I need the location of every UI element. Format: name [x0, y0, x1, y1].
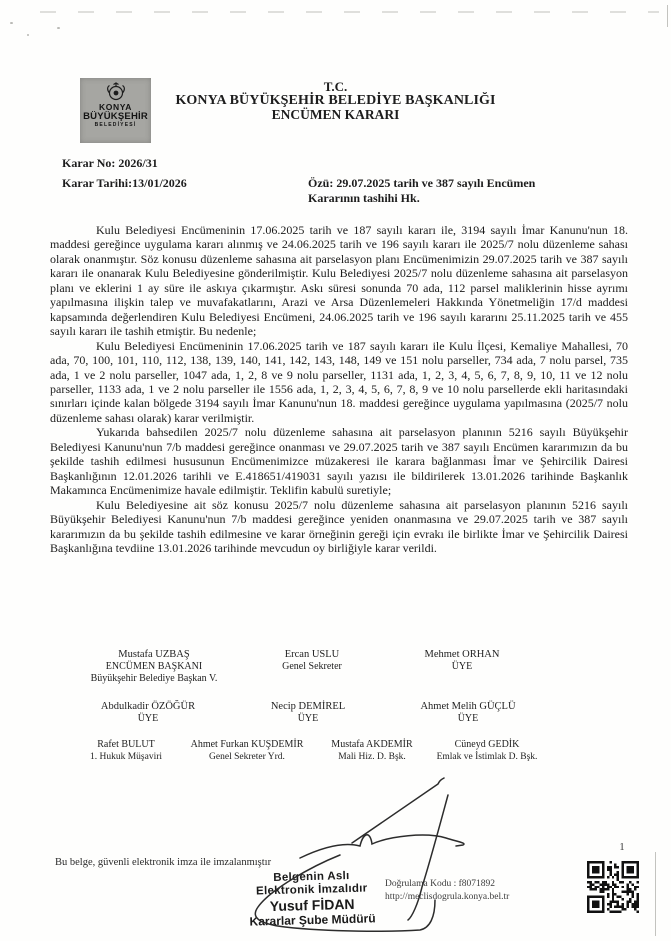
subject-line1: Özü: 29.07.2025 tarih ve 387 sayılı Encümen [308, 176, 536, 190]
signature-block [90, 739, 162, 763]
signature-block [91, 649, 218, 685]
organization-title: KONYA BÜYÜKŞEHİR BELEDİYE BAŞKANLIĞI [175, 93, 496, 108]
decision-number: Karar No: 2026/31 [62, 156, 158, 170]
decision-paragraph: Kulu Belediyesi Encümeninin 17.06.2025 tarih ve 187 sayılı kararı ile, 3194 sayılı İmar Kanunu'nun 18. maddesi gereğince uygulama kararı alınmış ve 24.06.2025 tarih ve 196 sayılı kararı ile 2025/7 nolu düzenleme sahası olarak onanmıştır. Söz konusu düzenleme sahasına ait parselasyon planı Encümenimizin 29.07.2025 tarih ve 387 sayılı kararı ile onanarak Kulu Belediyesine gönderilmiştir. Kulu Belediyesi 2025/7 nolu düzenleme sahasına ait parselasyon planı ve eklerini 1 ay süre ile askıya çıkarmıştır. Askı süresi sonunda 70 ada, 112 parsel maliklerinin hisse ayrımı yapılmasına ilişkin talep ve muvafakatlarını, Arazi ve Arsa Düzenlemeleri Hakkında Yönetmeliğin 17/d maddesi kapsamında değerlendiren Kulu Belediyesi Encümeni, 24.06.2025 tarih ve 196 sayılı kararını 25.11.2025 tarih ve 455 sayılı kararı ile tashih etmiştir. Bu nedenle; [50, 223, 628, 339]
page-number: 1 [619, 842, 625, 853]
signatory-name: Ercan USLU [284, 649, 340, 660]
signature-block [282, 649, 342, 673]
decision-date: Karar Tarihi:13/01/2026 [62, 176, 187, 190]
signatory-title: ÜYE [451, 661, 473, 672]
signatory-name: Ahmet Furkan KUŞDEMİR [190, 739, 304, 750]
scan-artifact-edge [655, 852, 656, 936]
esignature-note: Bu belge, güvenli elektronik imza ile imzalanmıştır [55, 857, 272, 868]
decision-paragraph: Kulu Belediyesi Encümeninin 17.06.2025 tarih ve 187 sayılı kararı ile Kulu İlçesi, Kemaliye Mahallesi, 70 ada, 70, 100, 101, 110, 112, 138, 139, 140, 141, 142, 143, 148, 149 ve 151 nolu parseller, 734 ada, 7 nolu parsel, 735 ada, 1 ve 2 nolu parseller, 1047 ada, 1, 2, 8 ve 9 nolu parseller, 1131 ada, 1, 2, 3, 4, 5, 6, 7, 8, 9, 10, 11 ve 12 nolu parseller, 1133 ada, 1 ve 2 nolu parseller ile 1556 ada, 1, 2, 3, 4, 5, 6, 7, 8, 9 ve 10 nolu parsellerde ekli haritasındaki sınırları içinde kalan bölgede 3194 sayılı İmar Kanunu'nun 18. maddesi gereğince uygulama yapılmasına (2025/7 nolu düzenleme sahası olarak) karar verilmiştir. [50, 338, 628, 425]
certification-stamp [248, 869, 375, 928]
signatory-name: Necip DEMİREL [270, 701, 346, 712]
stamp-line2: Elektronik İmzalıdır [255, 882, 368, 898]
signatory-name: Mehmet ORHAN [424, 649, 500, 660]
signatory-title: ÜYE [457, 713, 479, 724]
document-header [0, 80, 671, 122]
verification-code: Doğrulama Kodu : f8071892 [385, 879, 496, 889]
scan-artifact-top [40, 11, 659, 13]
signatory-name: Abdulkadir ÖZÖĞÜR [100, 701, 196, 712]
verification-url: http://meclisdogrula.konya.bel.tr [385, 892, 510, 902]
republic-label: T.C. [323, 79, 348, 94]
signature-block [101, 701, 195, 725]
signatory-title: 1. Hukuk Müşaviri [89, 752, 163, 762]
signature-block [331, 739, 412, 763]
decision-body [50, 223, 628, 555]
scan-artifact-edge [667, 5, 668, 27]
verification-info [385, 878, 509, 904]
scan-speck [57, 27, 60, 29]
signatory-title: Mali Hiz. D. Bşk. [338, 752, 406, 762]
signatory-name: Ahmet Melih GÜÇLÜ [420, 701, 516, 712]
signature-block [271, 701, 345, 725]
subject-line2: Kararının tashihi Hk. [308, 190, 420, 205]
stamp-line1: Belgenin Aslı [273, 870, 350, 885]
signature-block [191, 739, 304, 763]
qr-code [587, 861, 639, 913]
logo-text-line3: BELEDİYESİ [94, 122, 137, 128]
signatory-title: Büyükşehir Belediye Başkan V. [90, 673, 218, 684]
stamp-signatory-name: Yusuf FİDAN [269, 895, 355, 915]
signature-block [420, 701, 515, 725]
signatory-name: Rafet BULUT [97, 739, 155, 750]
signature-block [437, 739, 538, 763]
decision-paragraph: Kulu Belediyesine ait söz konusu 2025/7 nolu düzenleme sahasına ait parselasyon planının 5216 sayılı Büyükşehir Belediyesi Kanunu'nun 7/b maddesi gereğince yeniden onanmasına ve 29.07.2025 tarih ve 387 sayılı kararımızın da bu şekilde tashih edilmesine ve karar örneğinin gereği için evrakı ile birlikte İmar ve Şehircilik Dairesi Başkanlığına tevdiine 13.01.2026 tarihinde mevcudun oy birliğiyle karar verildi. [50, 497, 628, 555]
decision-paragraph: Yukarıda bahsedilen 2025/7 nolu düzenleme sahasına ait parselasyon planının 5216 sayılı Büyükşehir Belediyesi Kanunu'nun 7/b maddesi gereğince onanması ve 29.07.2025 tarih ve 387 sayılı Encümen kararımızın da bu şekilde tashih edilmesi hususunun Encümenimizce müzakeresi ile karara bağlanması İmar ve Şehircilik Dairesi Başkanlığının 12.01.2026 tarihli ve E.418651/419031 sayılı yazısı ile bildirilerek 13.01.2026 tarihinde Başkanlık Makamınca Encümenimize havale edilmiştir. Teklifin kabulü suretiyle; [50, 425, 628, 498]
signatory-title: Emlak ve İstimlak D. Bşk. [436, 752, 538, 762]
signatory-name: Mustafa AKDEMİR [331, 739, 413, 750]
signatory-title: Genel Sekreter Yrd. [209, 752, 285, 762]
signature-block [425, 649, 500, 673]
signatory-title: ENCÜMEN BAŞKANI [105, 661, 203, 672]
scan-speck [10, 22, 13, 24]
stamp-signatory-title: Kararlar Şube Müdürü [249, 911, 376, 929]
logo-text-line1: KONYA [99, 102, 132, 112]
signatory-title: ÜYE [137, 713, 159, 724]
document-type-title: ENCÜMEN KARARI [271, 107, 400, 122]
decision-subject [308, 176, 558, 205]
scan-speck [27, 34, 29, 36]
logo-text-line2: BÜYÜKŞEHİR [83, 111, 148, 122]
signatory-title: ÜYE [297, 713, 319, 724]
signatory-name: Mustafa UZBAŞ [118, 649, 190, 660]
signatory-name: Cüneyd GEDİK [454, 739, 520, 750]
signatory-title: Genel Sekreter [282, 661, 342, 672]
